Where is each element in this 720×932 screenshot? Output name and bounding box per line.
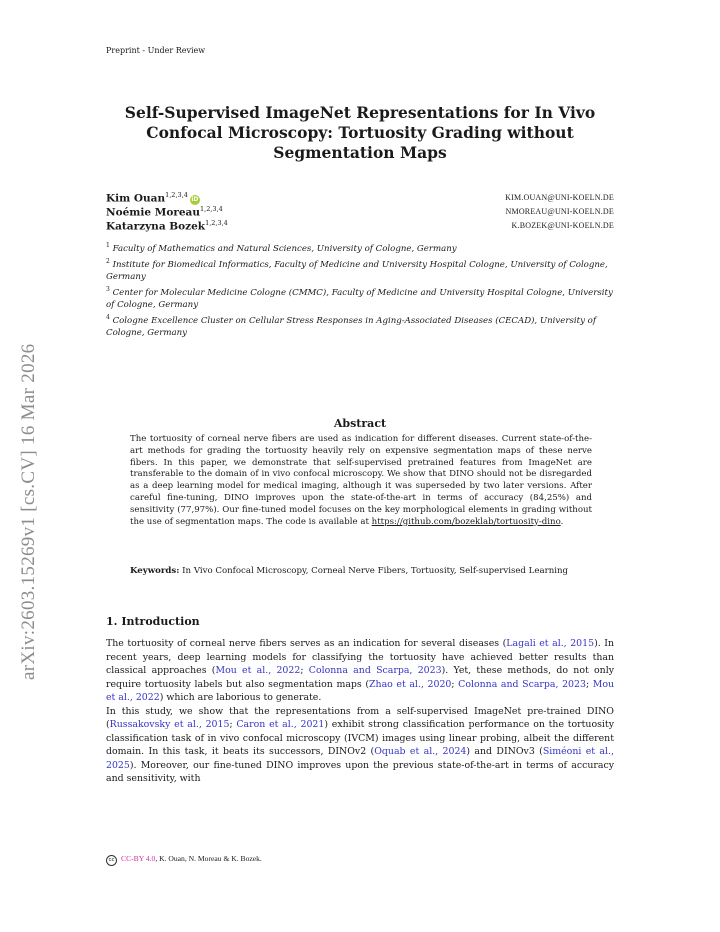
author-name: Kim Ouan$^{1,2,3,4}$ iD [106,191,199,205]
affiliation: $^3$ Center for Molecular Medicine Cologne (CMMC), Faculty of Medicine and University Hospital Cologne, University of Cologne, Germany [106,285,613,310]
keywords-label: Keywords: [130,566,180,576]
author-email: K.BOZEK@UNI-KOELN.DE [511,221,614,230]
abstract-text: The tortuosity of corneal nerve fibers are used as indication for different diseases. Current state-of-the-art methods for grading the tortuosity heavily rely on expensive segmentation maps of these nerve fibers. In this paper, we demonstrate that self-supervised pretrained features from ImageNet are transferable to the domain of in vivo confocal microscopy. We show that DINO should not be disregarded as a deep learning model for medical imaging, although it was superseded by two later versions. After careful fine-tuning, DINO improves upon the state-of-the-art in terms of accuracy (84,25%) and sensitivity (77,97%). Our fine-tuned model focuses on the key morphological elements in grading without the use of segmentation maps. The code is available at https://github.com/bozeklab/tortuosity-dino. [130,434,592,527]
paragraph [106,705,614,786]
citation-link[interactable]: Oquab et al., 2024 [374,746,467,757]
paragraph-text: ) which are laborious to generate. [159,692,322,703]
author-row [106,191,614,204]
code-link[interactable]: https://github.com/bozeklab/tortuosity-dino [371,516,561,527]
arxiv-watermark: arXiv:2603.15269v1 [cs.CV] 16 Mar 2026 [18,343,39,680]
citation-link[interactable]: Mou et al., 2022 [106,678,615,703]
author-email: KIM.OUAN@UNI-KOELN.DE [505,193,614,202]
citation-link[interactable]: Zhao et al., 2020 [369,678,452,690]
cc-license-icon: cc [106,855,117,866]
title-line: Confocal Microscopy: Tortuosity Grading without [146,123,574,142]
paragraph-text: ). In recent years, deep learning models for classifying the tortuosity have achieved better results than classical approaches ( [106,638,614,676]
keywords [130,566,592,578]
citation-link[interactable]: Mou et al., 2022 [215,665,301,676]
author-name: Katarzyna Bozek$^{1,2,3,4}$ [106,219,228,233]
citation-link[interactable]: Colonna and Scarpa, 2023 [458,678,586,690]
license-footer: cc CC-BY 4.0, K. Ouan, N. Moreau & K. Bozek. [106,854,262,866]
paragraph-text: ; [229,719,237,730]
citation-link[interactable]: Colonna and Scarpa, 2023 [308,665,442,676]
paragraph-text: ). Yet, these methods, do not only require tortuosity labels but also segmentation maps ( [106,665,615,690]
running-header: Preprint - Under Review [106,46,206,55]
author-email: NMOREAU@UNI-KOELN.DE [505,207,614,216]
paragraph-text: In this study, we show that the representations from a self-supervised ImageNet pre-trained DINO ( [106,705,614,730]
abstract-heading: Abstract [333,417,387,430]
affiliation: $^2$ Institute for Biomedical Informatics, Faculty of Medicine and University Hospital Cologne, University of Cologne, Germany [106,257,608,282]
keywords-text: In Vivo Confocal Microscopy, Corneal Nerve Fibers, Tortuosity, Self-supervised Learning [182,566,569,576]
paragraph-text: ). Moreover, our fine-tuned DINO improves upon the previous state-of-the-art in terms of accuracy and sensitivity, with [106,759,614,784]
citation-link[interactable]: Siméoni et al., 2025 [106,746,614,771]
paragraph [106,637,614,705]
affiliations [106,240,614,340]
paragraph-text: ) exhibit strong classification performance on the tortuosity classification task of in vivo confocal microscopy (IVCM) images using linear probing, albeit the different domain. In this task, it beats its successors, DINOv2 ( [106,719,614,757]
orcid-icon[interactable]: iD [191,195,199,203]
paragraph-text: ; [451,678,459,690]
introduction-body [106,637,614,786]
license-link[interactable]: CC-BY 4.0 [121,854,156,863]
affiliation: $^1$ Faculty of Mathematics and Natural Sciences, University of Cologne, Germany [106,242,457,254]
paragraph-text: ) and DINOv3 ( [466,746,543,757]
author-row [106,219,614,232]
section-heading: 1. Introduction [106,615,200,628]
title-line: Self-Supervised ImageNet Representations for In Vivo [124,103,596,122]
paragraph-text: ; [585,678,593,690]
affiliation: $^4$ Cologne Excellence Cluster on Cellular Stress Responses in Aging-Associated Diseases (CECAD), University of Cologne, Germany [106,313,597,338]
citation-link[interactable]: Lagali et al., 2015 [506,638,595,649]
title-line: Segmentation Maps [273,143,447,162]
author-row [106,205,614,218]
author-name: Noémie Moreau$^{1,2,3,4}$ [106,205,223,219]
paragraph-text: The tortuosity of corneal nerve fibers serves as an indication for several diseases ( [106,638,507,649]
citation-link[interactable]: Caron et al., 2021 [236,719,325,730]
paragraph-text: ; [300,665,309,676]
paper-title [106,103,614,163]
citation-link[interactable]: Russakovsky et al., 2015 [109,719,230,730]
